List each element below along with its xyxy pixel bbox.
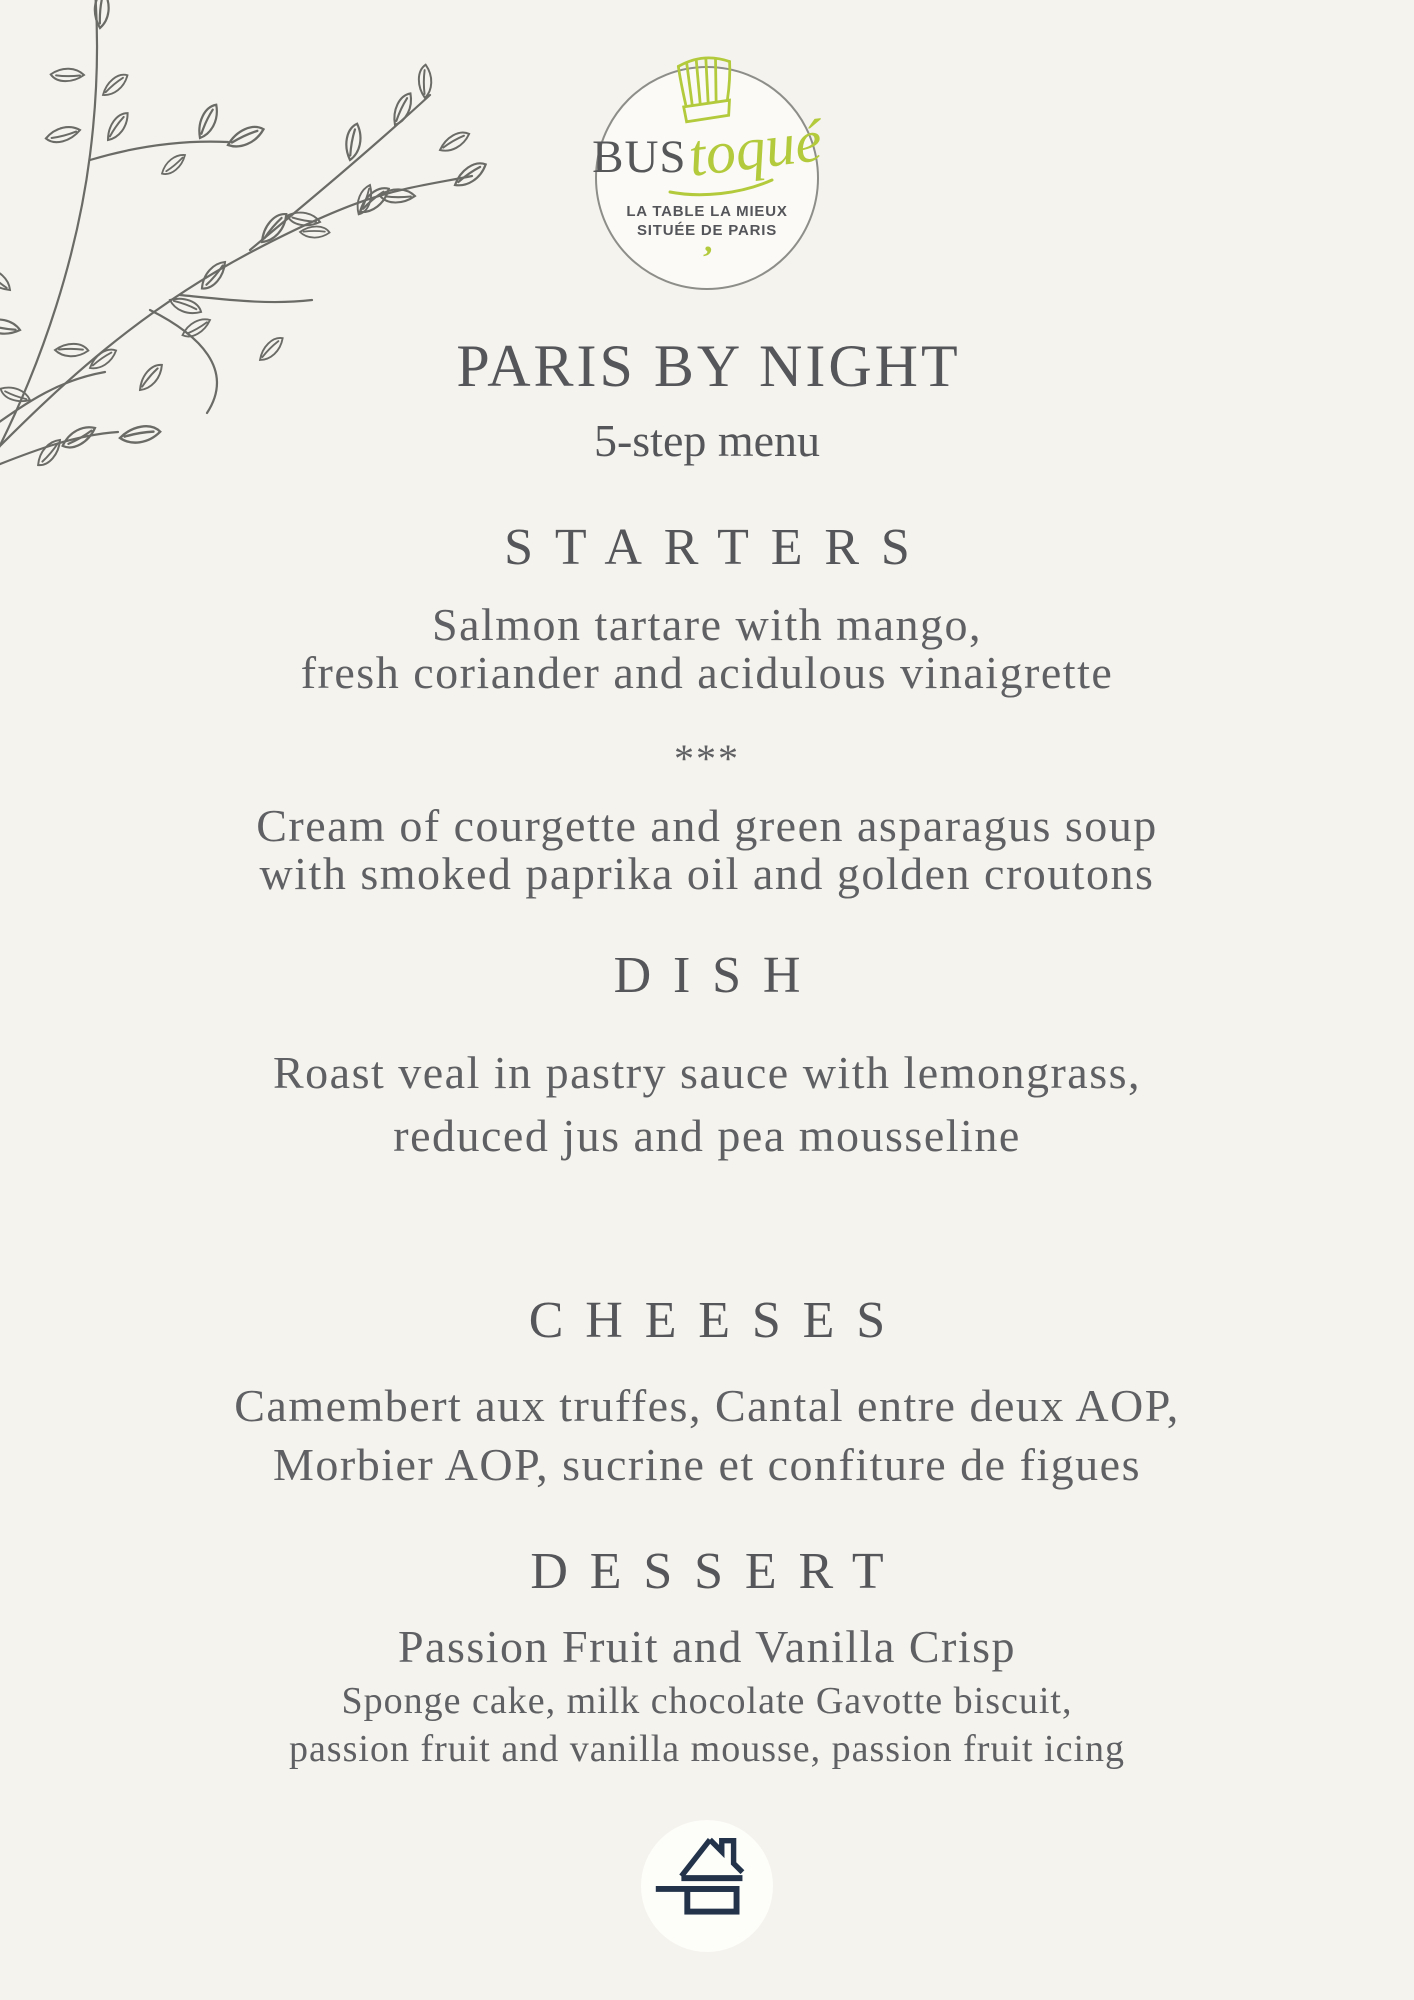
course-separator: ***: [674, 735, 740, 781]
branch-illustration-icon: [0, 0, 490, 475]
cheese-line2: Morbier AOP, sucrine et confiture de figues: [272, 1438, 1142, 1490]
brand-apostrophe: ’: [698, 239, 716, 278]
brand-tagline-line2: SITUÉE DE PARIS: [636, 222, 778, 240]
dish-item: [0, 1042, 1414, 1167]
dessert-line1: Sponge cake, milk chocolate Gavotte biscuit,: [341, 1680, 1073, 1723]
brand-name-script: toqué: [684, 107, 825, 189]
script-swash-icon: [666, 178, 776, 198]
starter1-line2: fresh coriander and acidulous vinaigrette: [300, 646, 1114, 698]
section-heading-cheeses: CHEESES: [528, 1292, 908, 1350]
brand-tagline-line1: LA TABLE LA MIEUX: [626, 202, 788, 220]
brand-tagline: [626, 202, 787, 241]
section-heading-dessert: DESSERT: [530, 1543, 906, 1601]
dessert-title: Passion Fruit and Vanilla Crisp: [397, 1621, 1017, 1673]
starter2-line2: with smoked paprika oil and golden croutons: [259, 847, 1155, 899]
starter-item-2: [0, 799, 1414, 899]
house-icon: [643, 1822, 771, 1950]
starter-item-1: [0, 601, 1414, 697]
dish-line2: reduced jus and pea mousseline: [393, 1109, 1021, 1161]
section-heading-dish: DISH: [613, 947, 823, 1005]
chef-hat-icon: [668, 48, 743, 142]
page-subtitle: 5-step menu: [593, 415, 821, 466]
starter1-line1: Salmon tartare with mango,: [432, 599, 982, 650]
dessert-line2: passion fruit and vanilla mousse, passion fruit icing: [288, 1728, 1126, 1771]
cheese-line1: Camembert aux truffes, Cantal entre deux AOP,: [234, 1380, 1180, 1432]
starter2-line1: Cream of courgette and green asparagus soup: [256, 799, 1158, 851]
footer-logo: [641, 1820, 773, 1952]
page-title: PARIS BY NIGHT: [456, 333, 961, 399]
cheese-item: [0, 1377, 1414, 1494]
dish-line1: Roast veal in pastry sauce with lemongrass,: [272, 1047, 1142, 1099]
dessert-description: [0, 1678, 1414, 1774]
section-heading-starters: STARTERS: [504, 519, 932, 576]
brand-logo: [592, 50, 825, 290]
brand-name-prefix: BUS: [592, 130, 687, 183]
